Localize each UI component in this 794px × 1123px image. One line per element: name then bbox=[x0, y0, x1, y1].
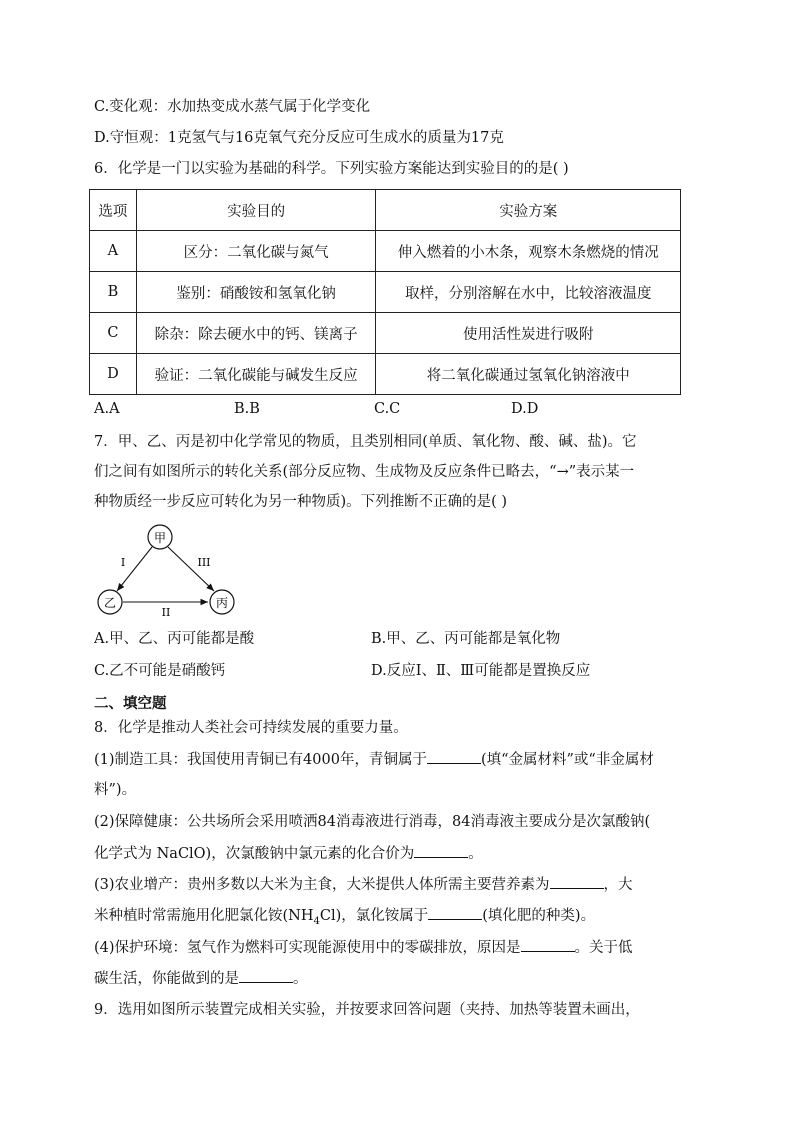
q5-option-d: D.守恒观：1克氢气与16克氧气充分反应可生成水的质量为17克 bbox=[94, 130, 504, 146]
table-cell: A bbox=[90, 231, 137, 272]
arrow-i bbox=[117, 547, 152, 591]
answer-blank[interactable] bbox=[239, 968, 293, 983]
q8-p1-text-c: 料”)。 bbox=[94, 782, 137, 798]
q8-p4-text-a: (4)保护环境：氢气作为燃料可实现能源使用中的零碳排放，原因是 bbox=[94, 940, 521, 956]
q8-p1-text-b: (填“金属材料”或“非金属材 bbox=[480, 752, 654, 768]
answer-blank[interactable] bbox=[414, 843, 468, 858]
table-cell: 鉴别：硝酸铵和氢氧化钠 bbox=[136, 272, 376, 313]
q8-p3-text-a: (3)农业增产：贵州多数以大米为主食，大米提供人体所需主要营养素为 bbox=[94, 877, 550, 893]
q7-stem-line-2: 们之间有如图所示的转化关系(部分反应物、生成物及反应条件已略去，“→”表示某一 bbox=[94, 464, 635, 480]
q7-option-c: C.乙不可能是硝酸钙 bbox=[94, 663, 226, 679]
answer-blank[interactable] bbox=[521, 937, 575, 952]
q6-option-d: D.D bbox=[511, 401, 539, 417]
table-header-row bbox=[90, 190, 681, 231]
answer-blank[interactable] bbox=[550, 874, 604, 889]
answer-blank[interactable] bbox=[427, 749, 481, 764]
table-cell: 使用活性炭进行吸附 bbox=[376, 313, 681, 354]
table-header-cell: 选项 bbox=[90, 190, 137, 231]
table-cell: B bbox=[90, 272, 137, 313]
table-cell: 伸入燃着的小木条，观察木条燃烧的情况 bbox=[376, 231, 681, 272]
node-bing-label: 丙 bbox=[215, 596, 229, 610]
q8-p3-text-e: (填化肥的种类)。 bbox=[482, 908, 596, 924]
table-header-cell: 实验方案 bbox=[376, 190, 681, 231]
table-row bbox=[90, 231, 681, 272]
q6-option-a: A.A bbox=[94, 401, 120, 417]
label-ii: II bbox=[161, 606, 171, 619]
q6-option-c: C.C bbox=[374, 401, 401, 417]
q8-p1-text-a: (1)制造工具：我国使用青铜已有4000年，青铜属于 bbox=[94, 752, 427, 768]
answer-blank[interactable] bbox=[428, 905, 482, 920]
table-cell: 将二氧化碳通过氢氧化钠溶液中 bbox=[376, 354, 681, 395]
table-cell: C bbox=[90, 313, 137, 354]
q7-option-b: B.甲、乙、丙可能都是氧化物 bbox=[371, 631, 561, 647]
table-cell: 区分：二氧化碳与氮气 bbox=[136, 231, 376, 272]
q8-stem: 8．化学是推动人类社会可持续发展的重要力量。 bbox=[94, 720, 408, 736]
node-yi-label: 乙 bbox=[103, 596, 117, 610]
arrow-iii bbox=[168, 547, 214, 591]
q7-option-a: A.甲、乙、丙可能都是酸 bbox=[94, 631, 255, 647]
table-row bbox=[90, 354, 681, 395]
q8-p3-subscript: 4 bbox=[313, 915, 320, 927]
q8-part-4-line-1 bbox=[94, 937, 633, 958]
table-row bbox=[90, 272, 681, 313]
q8-p3-text-d: Cl)，氯化铵属于 bbox=[319, 908, 429, 924]
table-cell: D bbox=[90, 354, 137, 395]
q8-p2-text-c: 。 bbox=[468, 846, 483, 862]
node-jia-label: 甲 bbox=[153, 531, 167, 545]
q6-option-b: B.B bbox=[234, 401, 260, 417]
section-title: 二、填空题 bbox=[94, 695, 167, 712]
q8-p3-text-b: ，大 bbox=[603, 877, 633, 893]
conversion-diagram bbox=[90, 520, 250, 622]
q8-p4-text-b: 。关于低 bbox=[574, 940, 633, 956]
q8-p4-text-d: 。 bbox=[293, 971, 308, 987]
q8-part-4-line-2 bbox=[94, 968, 308, 989]
q6-stem: 6．化学是一门以实验为基础的科学。下列实验方案能达到实验目的的是( ) bbox=[94, 161, 569, 177]
q8-p3-text-c: 米种植时常需施用化肥氯化铵(NH bbox=[94, 908, 314, 924]
table-cell: 取样，分别溶解在水中，比较溶液温度 bbox=[376, 272, 681, 313]
q8-part-2-line-2 bbox=[94, 843, 483, 864]
table-cell: 验证：二氧化碳能与碱发生反应 bbox=[136, 354, 376, 395]
q7-stem-line-3: 种物质经一步反应可转化为另一种物质)。下列推断不正确的是( ) bbox=[94, 494, 508, 510]
q7-stem-line-1: 7．甲、乙、丙是初中化学常见的物质，且类别相同(单质、氧化物、酸、碱、盐)。它 bbox=[94, 434, 637, 450]
table-row bbox=[90, 313, 681, 354]
table-header-cell: 实验目的 bbox=[136, 190, 376, 231]
q7-option-d: D.反应Ⅰ、Ⅱ、Ⅲ可能都是置换反应 bbox=[371, 663, 591, 679]
experiment-table bbox=[89, 189, 681, 395]
q8-part-1-line-1 bbox=[94, 749, 654, 770]
q5-option-c: C.变化观：水加热变成水蒸气属于化学变化 bbox=[94, 99, 371, 115]
table-cell: 除杂：除去硬水中的钙、镁离子 bbox=[136, 313, 376, 354]
q8-part-3-line-2 bbox=[94, 905, 595, 932]
q8-part-3-line-1 bbox=[94, 874, 633, 895]
label-iii: III bbox=[197, 556, 211, 569]
label-i: I bbox=[120, 556, 126, 569]
q8-p4-text-c: 碳生活，你能做到的是 bbox=[94, 971, 239, 987]
q9-stem: 9．选用如图所示装置完成相关实验，并按要求回答问题（夹持、加热等装置未画出， bbox=[94, 1002, 640, 1018]
q8-p2-text-b: 化学式为 NaClO)，次氯酸钠中氯元素的化合价为 bbox=[94, 846, 415, 862]
q8-part-2-line-1: (2)保障健康：公共场所会采用喷洒84消毒液进行消毒，84消毒液主要成分是次氯酸钠( bbox=[94, 814, 651, 830]
